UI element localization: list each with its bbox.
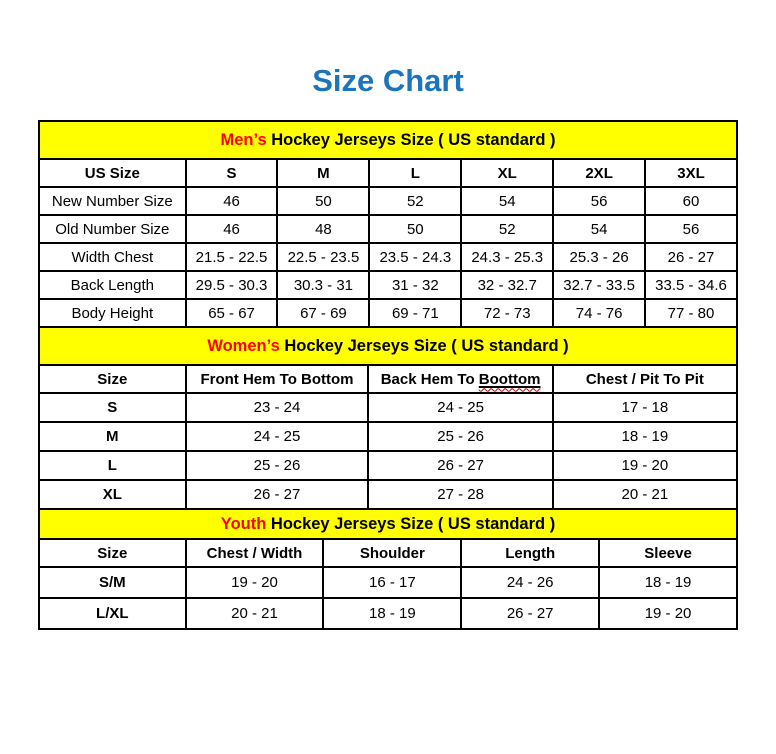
mens-col-xl: XL	[461, 159, 553, 187]
womens-col-size: Size	[39, 365, 186, 393]
table-cell: 19 - 20	[553, 451, 737, 480]
table-cell: 27 - 28	[368, 480, 552, 509]
row-label: L	[39, 451, 186, 480]
womens-section-title-black: Hockey Jerseys Size ( US standard )	[279, 336, 569, 355]
youth-section-header	[39, 509, 737, 539]
table-cell: 74 - 76	[553, 299, 645, 327]
underlined-word	[479, 371, 541, 388]
table-cell: 48	[277, 215, 369, 243]
mens-col-s: S	[186, 159, 278, 187]
table-cell: 26 - 27	[645, 243, 737, 271]
row-label: M	[39, 422, 186, 451]
womens-section-title	[39, 327, 737, 365]
page-title: Size Chart	[312, 63, 464, 98]
table-row	[39, 187, 737, 215]
table-row	[39, 422, 737, 451]
youth-col-size: Size	[39, 539, 186, 567]
table-cell: 24 - 26	[461, 567, 599, 598]
table-cell: 54	[553, 215, 645, 243]
womens-col-chest: Chest / Pit To Pit	[553, 365, 737, 393]
mens-col-2xl: 2XL	[553, 159, 645, 187]
table-cell: 30.3 - 31	[277, 271, 369, 299]
table-cell: 67 - 69	[277, 299, 369, 327]
table-cell: 56	[645, 215, 737, 243]
row-label: S/M	[39, 567, 186, 598]
womens-col-back-hem-prefix: Back Hem To	[380, 370, 479, 388]
youth-section-title	[39, 509, 737, 539]
size-chart-page	[38, 62, 738, 630]
table-cell: 16 - 17	[323, 567, 461, 598]
table-row	[39, 299, 737, 327]
youth-col-chest-width: Chest / Width	[186, 539, 324, 567]
table-cell: 33.5 - 34.6	[645, 271, 737, 299]
table-cell: 26 - 27	[368, 451, 552, 480]
table-cell: 25 - 26	[368, 422, 552, 451]
womens-column-header-row	[39, 365, 737, 393]
table-cell: 26 - 27	[186, 480, 369, 509]
mens-section-title-red: Men’s	[220, 130, 267, 149]
table-row	[39, 393, 737, 422]
table-cell: 46	[186, 215, 278, 243]
table-cell: 77 - 80	[645, 299, 737, 327]
table-cell: 23.5 - 24.3	[369, 243, 461, 271]
row-label: New Number Size	[39, 187, 186, 215]
mens-col-m: M	[277, 159, 369, 187]
row-label: S	[39, 393, 186, 422]
womens-col-front-hem: Front Hem To Bottom	[186, 365, 369, 393]
table-row	[39, 243, 737, 271]
womens-size-table	[38, 326, 738, 510]
mens-col-3xl: 3XL	[645, 159, 737, 187]
table-cell: 17 - 18	[553, 393, 737, 422]
table-cell: 72 - 73	[461, 299, 553, 327]
table-cell: 65 - 67	[186, 299, 278, 327]
womens-section-header	[39, 327, 737, 365]
table-cell: 20 - 21	[186, 598, 324, 629]
table-cell: 32.7 - 33.5	[553, 271, 645, 299]
table-cell: 24.3 - 25.3	[461, 243, 553, 271]
table-cell: 19 - 20	[186, 567, 324, 598]
table-cell: 21.5 - 22.5	[186, 243, 278, 271]
row-label: Body Height	[39, 299, 186, 327]
misspelled-word: Boottom	[478, 370, 541, 388]
mens-column-header-row	[39, 159, 737, 187]
youth-size-table	[38, 508, 738, 630]
mens-col-l: L	[369, 159, 461, 187]
womens-col-back-hem	[368, 365, 552, 393]
table-cell: 46	[186, 187, 278, 215]
table-cell: 24 - 25	[368, 393, 552, 422]
table-cell: 32 - 32.7	[461, 271, 553, 299]
size-chart	[38, 120, 738, 630]
table-cell: 23 - 24	[186, 393, 369, 422]
row-label: XL	[39, 480, 186, 509]
mens-section-header	[39, 121, 737, 159]
youth-col-length: Length	[461, 539, 599, 567]
youth-section-title-black: Hockey Jerseys Size ( US standard )	[266, 514, 556, 533]
table-cell: 18 - 19	[553, 422, 737, 451]
table-row	[39, 271, 737, 299]
mens-section-title	[39, 121, 737, 159]
table-cell: 52	[369, 187, 461, 215]
table-cell: 20 - 21	[553, 480, 737, 509]
table-cell: 52	[461, 215, 553, 243]
row-label: Width Chest	[39, 243, 186, 271]
table-row	[39, 451, 737, 480]
youth-column-header-row	[39, 539, 737, 567]
table-cell: 24 - 25	[186, 422, 369, 451]
row-label: Back Length	[39, 271, 186, 299]
table-row	[39, 598, 737, 629]
table-row	[39, 480, 737, 509]
table-cell: 29.5 - 30.3	[186, 271, 278, 299]
mens-size-table	[38, 120, 738, 328]
womens-section-title-red: Women’s	[207, 336, 280, 355]
table-cell: 31 - 32	[369, 271, 461, 299]
table-row	[39, 567, 737, 598]
table-cell: 26 - 27	[461, 598, 599, 629]
table-cell: 18 - 19	[599, 567, 737, 598]
table-cell: 54	[461, 187, 553, 215]
row-label: Old Number Size	[39, 215, 186, 243]
table-cell: 56	[553, 187, 645, 215]
youth-col-sleeve: Sleeve	[599, 539, 737, 567]
youth-section-title-red: Youth	[220, 514, 267, 533]
row-label: L/XL	[39, 598, 186, 629]
table-cell: 19 - 20	[599, 598, 737, 629]
table-cell: 69 - 71	[369, 299, 461, 327]
table-cell: 50	[277, 187, 369, 215]
mens-col-us-size: US Size	[39, 159, 186, 187]
youth-col-shoulder: Shoulder	[323, 539, 461, 567]
table-cell: 50	[369, 215, 461, 243]
table-cell: 25.3 - 26	[553, 243, 645, 271]
table-cell: 60	[645, 187, 737, 215]
table-cell: 18 - 19	[323, 598, 461, 629]
table-row	[39, 215, 737, 243]
table-cell: 25 - 26	[186, 451, 369, 480]
mens-section-title-black: Hockey Jerseys Size ( US standard )	[266, 130, 556, 149]
table-cell: 22.5 - 23.5	[277, 243, 369, 271]
